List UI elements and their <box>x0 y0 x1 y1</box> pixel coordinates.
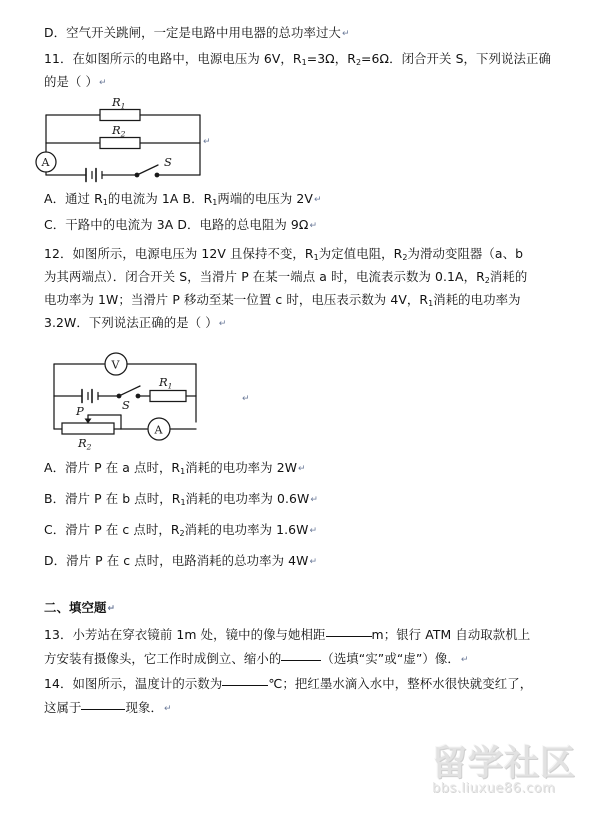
q11-option-a-sub: 1 <box>102 198 108 207</box>
q11-stem-part-c: =6Ω．闭合开关 S，下列说法正确 <box>361 51 551 66</box>
pilcrow-mark: ↵ <box>309 557 318 567</box>
q13-line-2 <box>44 651 583 668</box>
q11-stem-line-1 <box>44 51 583 70</box>
q12-stem-part-a: 12．如图所示，电源电压为 12V 且保持不变，R <box>44 246 314 261</box>
q10-option-d <box>44 25 583 42</box>
q12-option-b-post: 消耗的电功率为 0.6W <box>185 491 310 506</box>
q12-option-c-sub: 2 <box>179 529 185 538</box>
section-2-heading-text: 二、填空题 <box>44 600 107 615</box>
q12-subscript-1: 1 <box>313 253 319 262</box>
q12-stem-line-4 <box>44 315 583 332</box>
pilcrow-mark: ↵ <box>341 29 350 39</box>
q12-label-ammeter: A <box>154 423 163 437</box>
q12-stem-line3-a: 电功率为 1W；当滑片 P 移动至某一位置 c 时，电压表示数为 4V，R <box>44 292 429 307</box>
pilcrow-mark: ↵ <box>309 526 318 536</box>
q12-label-r2: $R_2$ <box>78 436 92 452</box>
pilcrow-mark: ↵ <box>99 78 107 88</box>
q11-stem-part-a: 11．在如图所示的电路中，电源电压为 6V，R <box>44 51 302 66</box>
watermark <box>432 745 592 807</box>
q11-circuit-svg <box>24 96 244 186</box>
q11-stem-line-2 <box>44 74 583 91</box>
q11-option-cd-text: C．干路中的电流为 3A D．电路的总电阻为 9Ω <box>44 217 309 232</box>
q11-options-cd <box>44 217 583 234</box>
q13-line2-a: 方安装有摄像头，它工作时成倒立、缩小的 <box>44 651 282 666</box>
pilcrow-mark: ↵ <box>218 319 227 329</box>
q12-option-d-pre: D．滑片 P 在 c 点时，电路消耗的总功率为 4W <box>44 553 309 568</box>
q14-line-1 <box>44 676 583 691</box>
q13-line1-a: 13．小芳站在穿衣镜前 1m 处，镜中的像与她相距 <box>44 627 326 642</box>
q13-blank-2[interactable] <box>281 660 321 661</box>
q10-option-d-text: D．空气开关跳闸，一定是电路中用电器的总功率过大 <box>44 25 341 40</box>
q12-subscript-2: 2 <box>402 253 408 262</box>
q12-stem-line3-sub: 1 <box>428 299 434 308</box>
q11-label-r1: $R_1$ <box>112 96 126 111</box>
q13-blank-1[interactable] <box>326 636 372 637</box>
q11-subscript-1: 1 <box>301 58 307 67</box>
watermark-url: bbs.liuxue86.com <box>432 781 556 796</box>
q13-line1-b: m；银行 ATM 自动取款机上 <box>371 627 531 642</box>
pilcrow-mark: ↵ <box>310 495 319 505</box>
q11-option-b-post: 两端的电压为 2V <box>217 191 313 206</box>
section-2-heading <box>44 600 583 617</box>
q12-option-b <box>44 491 583 510</box>
q11-option-a-pre: A．通过 R <box>44 191 103 206</box>
watermark-brand: 留学社区 <box>432 744 577 784</box>
q12-label-switch: S <box>122 398 130 412</box>
q12-circuit-figure <box>26 352 316 452</box>
pilcrow-mark: ↵ <box>107 604 116 614</box>
q14-line1-b: ℃；把红墨水滴入水中，整杯水很快就变红了， <box>268 676 533 691</box>
q12-stem-line2-sub: 2 <box>484 276 490 285</box>
q12-option-c <box>44 522 583 541</box>
q11-label-ammeter: A <box>41 156 50 169</box>
q12-stem-part-c: 为滑动变阻器（a、b <box>407 246 524 261</box>
q12-option-a-post: 消耗的电功率为 2W <box>185 460 298 475</box>
q12-option-d <box>44 553 583 570</box>
q12-option-b-sub: 1 <box>180 498 186 507</box>
q12-stem-line2-a: 为其两端点）．闭合开关 S，当滑片 P 在某一端点 a 时，电流表示数为 0.1A，R <box>44 269 485 284</box>
q14-blank-2[interactable] <box>81 709 125 710</box>
q12-option-a-sub: 1 <box>180 467 186 476</box>
q11-stem-part-b: =3Ω，R <box>306 51 356 66</box>
q13-line2-b: （选填“实”或“虚”）像． <box>321 651 460 666</box>
q11-options-ab <box>44 191 583 210</box>
q12-label-r1: $R_1$ <box>159 375 173 391</box>
q12-option-a-pre: A．滑片 P 在 a 点时，R <box>44 460 181 475</box>
q14-line2-b: 现象． <box>125 700 163 715</box>
pilcrow-mark: ↵ <box>309 221 318 231</box>
q12-label-slider-p: P <box>76 404 84 418</box>
q12-stem-line-2 <box>44 269 583 288</box>
q12-option-a <box>44 460 583 479</box>
pilcrow-mark: ↵ <box>163 704 172 714</box>
q11-subscript-2: 2 <box>355 58 362 67</box>
q12-option-c-post: 消耗的电功率为 1.6W <box>184 522 309 537</box>
q12-stem-line-3 <box>44 292 583 311</box>
pilcrow-mark: ↵ <box>313 195 322 205</box>
q11-option-ab-mid: 的电流为 1A B．R <box>107 191 213 206</box>
q11-label-r2: $R_2$ <box>112 123 126 139</box>
pilcrow-mark: ↵ <box>460 655 469 665</box>
q12-figure-pilcrow: ↵ <box>242 394 250 404</box>
q14-line-2 <box>44 700 583 717</box>
q11-label-switch: S <box>164 155 172 169</box>
q12-stem-part-b: 为定值电阻，R <box>318 246 403 261</box>
q12-option-b-pre: B．滑片 P 在 b 点时，R <box>44 491 181 506</box>
q11-circuit-figure <box>24 96 244 186</box>
q12-stem-line-1 <box>44 246 583 265</box>
q11-stem-line2-text: 的是（ ） <box>44 74 99 89</box>
q12-stem-line2-b: 消耗的 <box>489 269 528 284</box>
pilcrow-mark: ↵ <box>298 464 306 474</box>
q12-stem-line4-text: 3.2W．下列说法正确的是（ ） <box>44 315 218 330</box>
q14-line2-a: 这属于 <box>44 700 82 715</box>
q14-line1-a: 14．如图所示，温度计的示数为 <box>44 676 223 691</box>
q14-blank-1[interactable] <box>222 685 268 686</box>
q12-circuit-svg <box>26 352 316 452</box>
q11-figure-pilcrow: ↵ <box>203 137 211 147</box>
q13-line-1 <box>44 627 583 642</box>
q12-label-voltmeter: V <box>111 358 120 372</box>
q12-option-c-pre: C．滑片 P 在 c 点时，R <box>44 522 180 537</box>
q11-option-b-sub: 1 <box>212 198 218 207</box>
q12-stem-line3-b: 消耗的电功率为 <box>433 292 521 307</box>
